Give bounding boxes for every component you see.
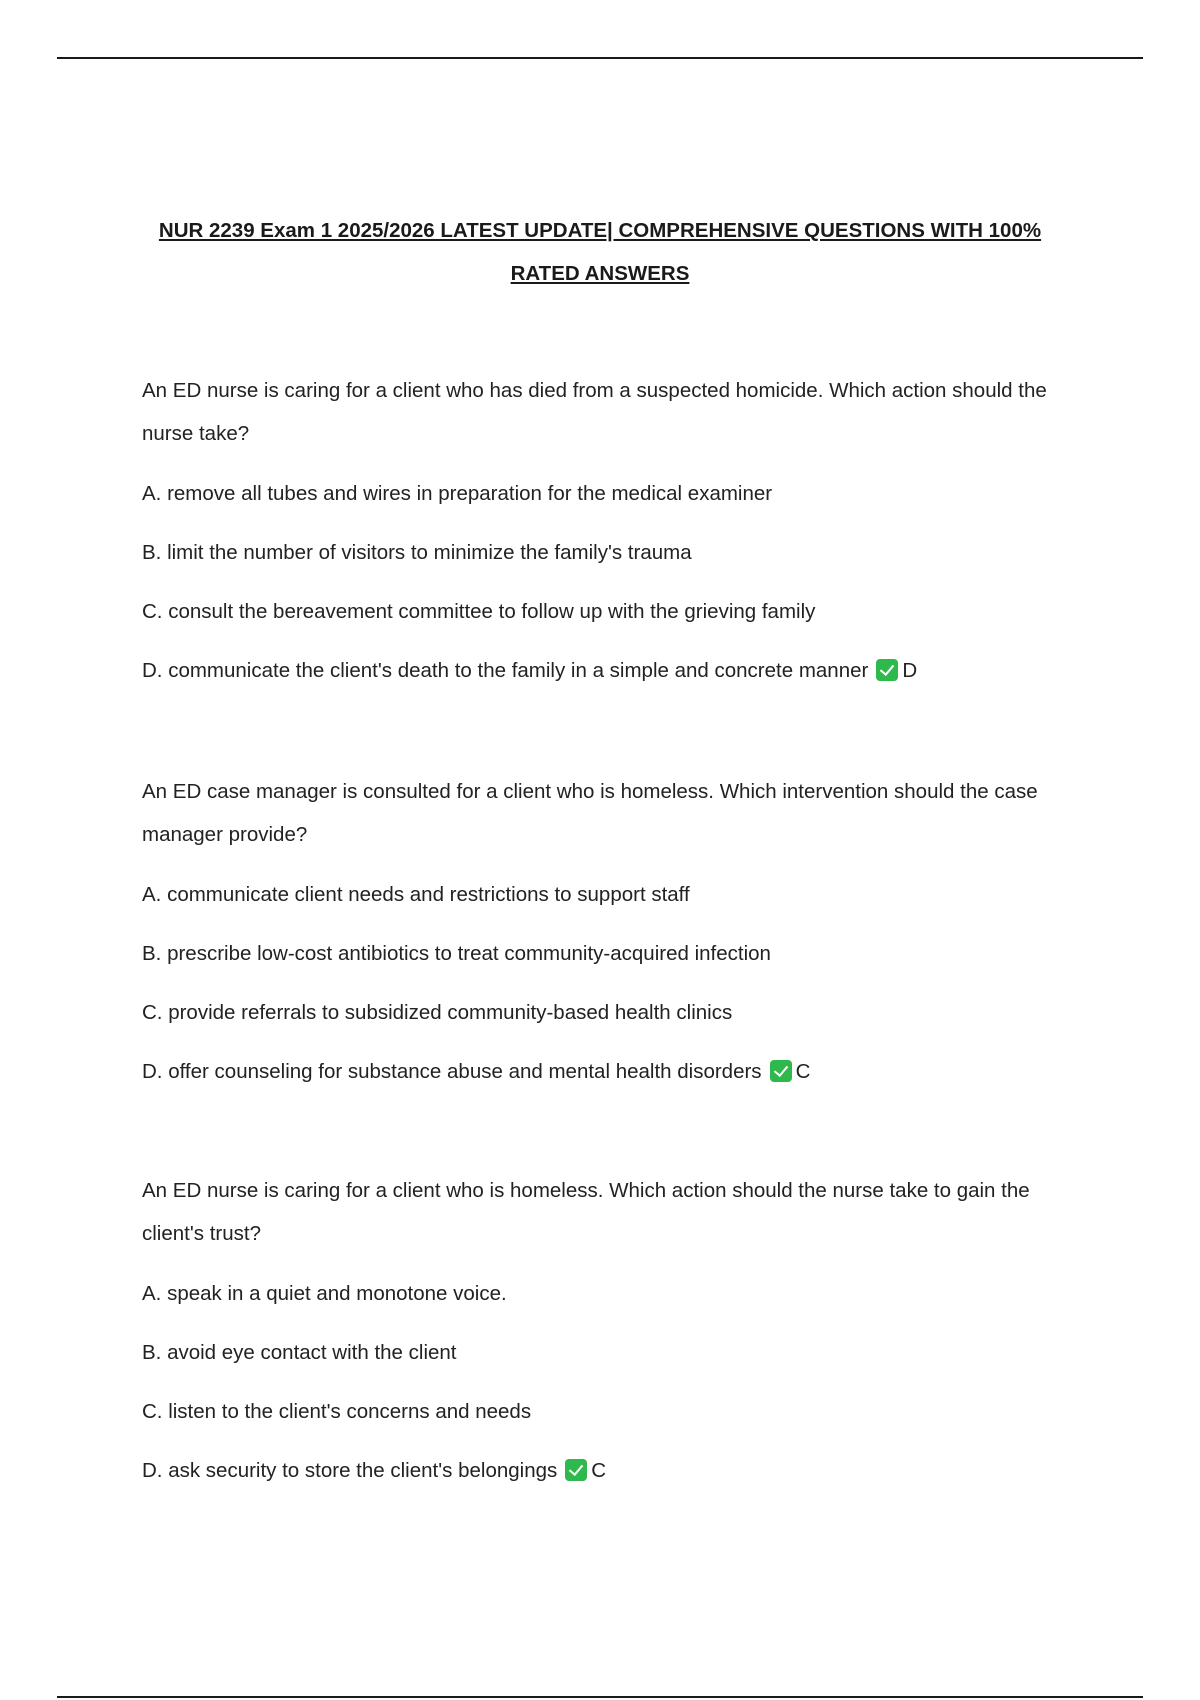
answer-letter: D (902, 659, 918, 682)
option-a: A. communicate client needs and restrictions to support staff (142, 883, 690, 906)
option-d-row (142, 1050, 1082, 1093)
option-a: A. remove all tubes and wires in preparation for the medical examiner (142, 482, 773, 505)
option-b: B. limit the number of visitors to minimize the family's trauma (142, 541, 692, 564)
option-d: D. offer counseling for substance abuse and mental health disorders (142, 1060, 762, 1083)
option-b: B. prescribe low-cost antibiotics to treat community-acquired infection (142, 942, 771, 965)
check-mark-icon (770, 1060, 792, 1082)
option-d-row (142, 1449, 1082, 1492)
option-c: C. consult the bereavement committee to follow up with the grieving family (142, 600, 816, 623)
top-rule (57, 57, 1143, 59)
option-c: C. listen to the client's concerns and needs (142, 1400, 532, 1423)
question-stem: An ED nurse is caring for a client who has died from a suspected homicide. Which action should the nurse take? (142, 379, 1047, 445)
check-mark-icon (876, 659, 898, 681)
option-c: C. provide referrals to subsidized community-based health clinics (142, 1001, 733, 1024)
option-d: D. ask security to store the client's belongings (142, 1459, 558, 1482)
question-stem: An ED nurse is caring for a client who is homeless. Which action should the nurse take to gain the client's trust? (142, 1179, 1030, 1245)
option-d: D. communicate the client's death to the family in a simple and concrete manner (142, 659, 869, 682)
document-title-line-2: RATED ANSWERS (510, 262, 690, 285)
check-mark-icon (565, 1459, 587, 1481)
question-3 (142, 1169, 1082, 1492)
option-d-row (142, 649, 1082, 692)
question-2 (142, 770, 1082, 1093)
answer-letter: C (795, 1060, 811, 1083)
question-stem: An ED case manager is consulted for a client who is homeless. Which intervention should the case manager provide? (142, 780, 1038, 846)
option-a: A. speak in a quiet and monotone voice. (142, 1282, 507, 1305)
question-1 (142, 369, 1082, 692)
document-title-line-1: NUR 2239 Exam 1 2025/2026 LATEST UPDATE| COMPREHENSIVE QUESTIONS WITH 100% (158, 219, 1042, 242)
option-b: B. avoid eye contact with the client (142, 1341, 457, 1364)
bottom-rule (57, 1696, 1143, 1698)
answer-letter: C (591, 1459, 607, 1482)
